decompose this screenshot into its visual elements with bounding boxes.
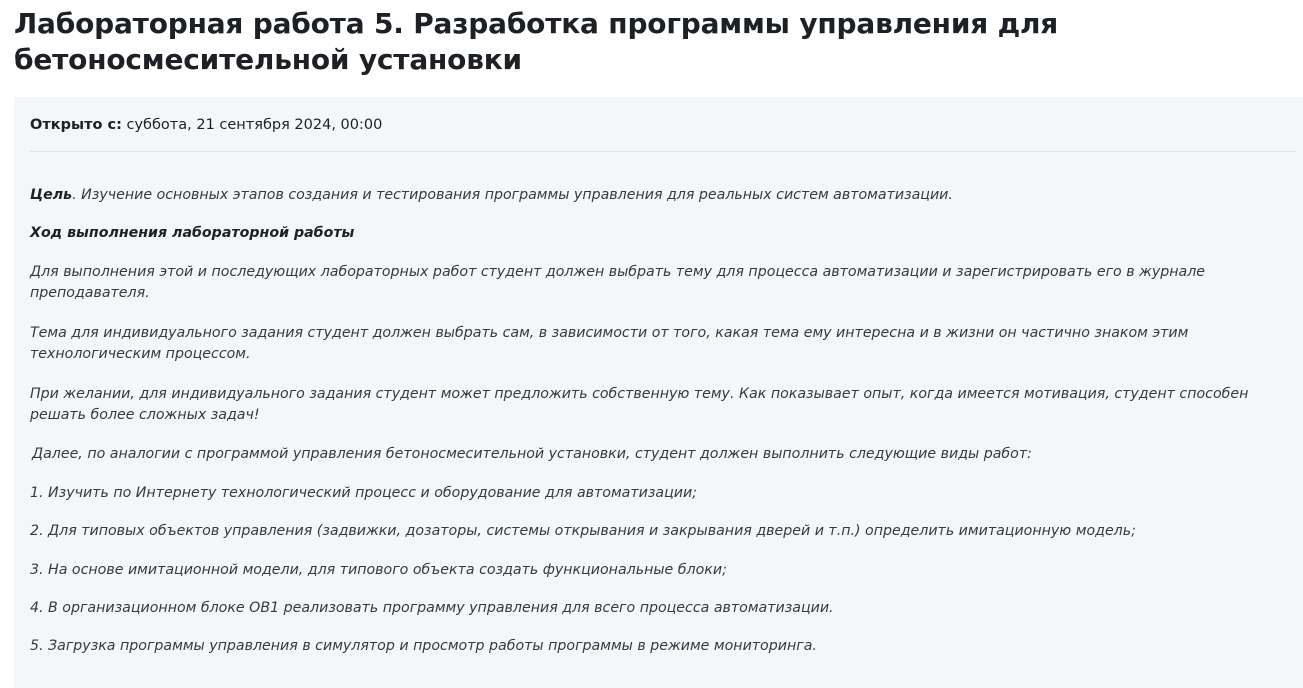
step-item: 1. Изучить по Интернету технологический процесс и оборудование для автоматизации; — [30, 485, 697, 501]
goal-label: Цель — [30, 187, 73, 203]
progress-heading: Ход выполнения лабораторной работы — [30, 225, 355, 241]
paragraph: Далее, по аналогии с программой управления бетоносмесительной установки, студент должен выполнить следующие виды работ: — [32, 446, 1032, 462]
paragraph: Тема для индивидуального задания студент должен выбрать сам, в зависимости от того, какая тема ему интересна и в жизни он частично знаком этим технологическим процессом. — [30, 325, 1189, 362]
opened-value: суббота, 21 сентября 2024, 00:00 — [126, 117, 383, 133]
goal-paragraph — [30, 185, 1292, 206]
opened-label: Открыто с: — [30, 117, 122, 133]
step-item: 5. Загрузка программы управления в симулятор и просмотр работы программы в режиме мониторинга. — [30, 638, 817, 654]
paragraph: Для выполнения этой и последующих лабораторных работ студент должен выбрать тему для процесса автоматизации и зарегистрировать его в журнале преподавателя. — [30, 264, 1206, 301]
step-item: 3. На основе имитационной модели, для типового объекта создать функциональные блоки; — [30, 562, 727, 578]
activity-dates — [30, 115, 382, 135]
divider — [30, 151, 1296, 152]
step-item: 4. В организационном блоке OB1 реализовать программу управления для всего процесса автоматизации. — [30, 600, 834, 616]
goal-text: . Изучение основных этапов создания и тестирования программы управления для реальных систем автоматизации. — [72, 187, 953, 203]
activity-panel — [14, 97, 1303, 688]
paragraph: При желании, для индивидуального задания студент может предложить собственную тему. Как показывает опыт, когда имеется мотивация, студент способен решать более сложных задач! — [30, 386, 1249, 423]
page-title: Лабораторная работа 5. Разработка программы управления для бетоносмесительной установки — [14, 7, 1059, 76]
step-item: 2. Для типовых объектов управления (задвижки, дозаторы, системы открывания и закрывания дверей и т.п.) определить имитационную модель; — [30, 523, 1136, 539]
